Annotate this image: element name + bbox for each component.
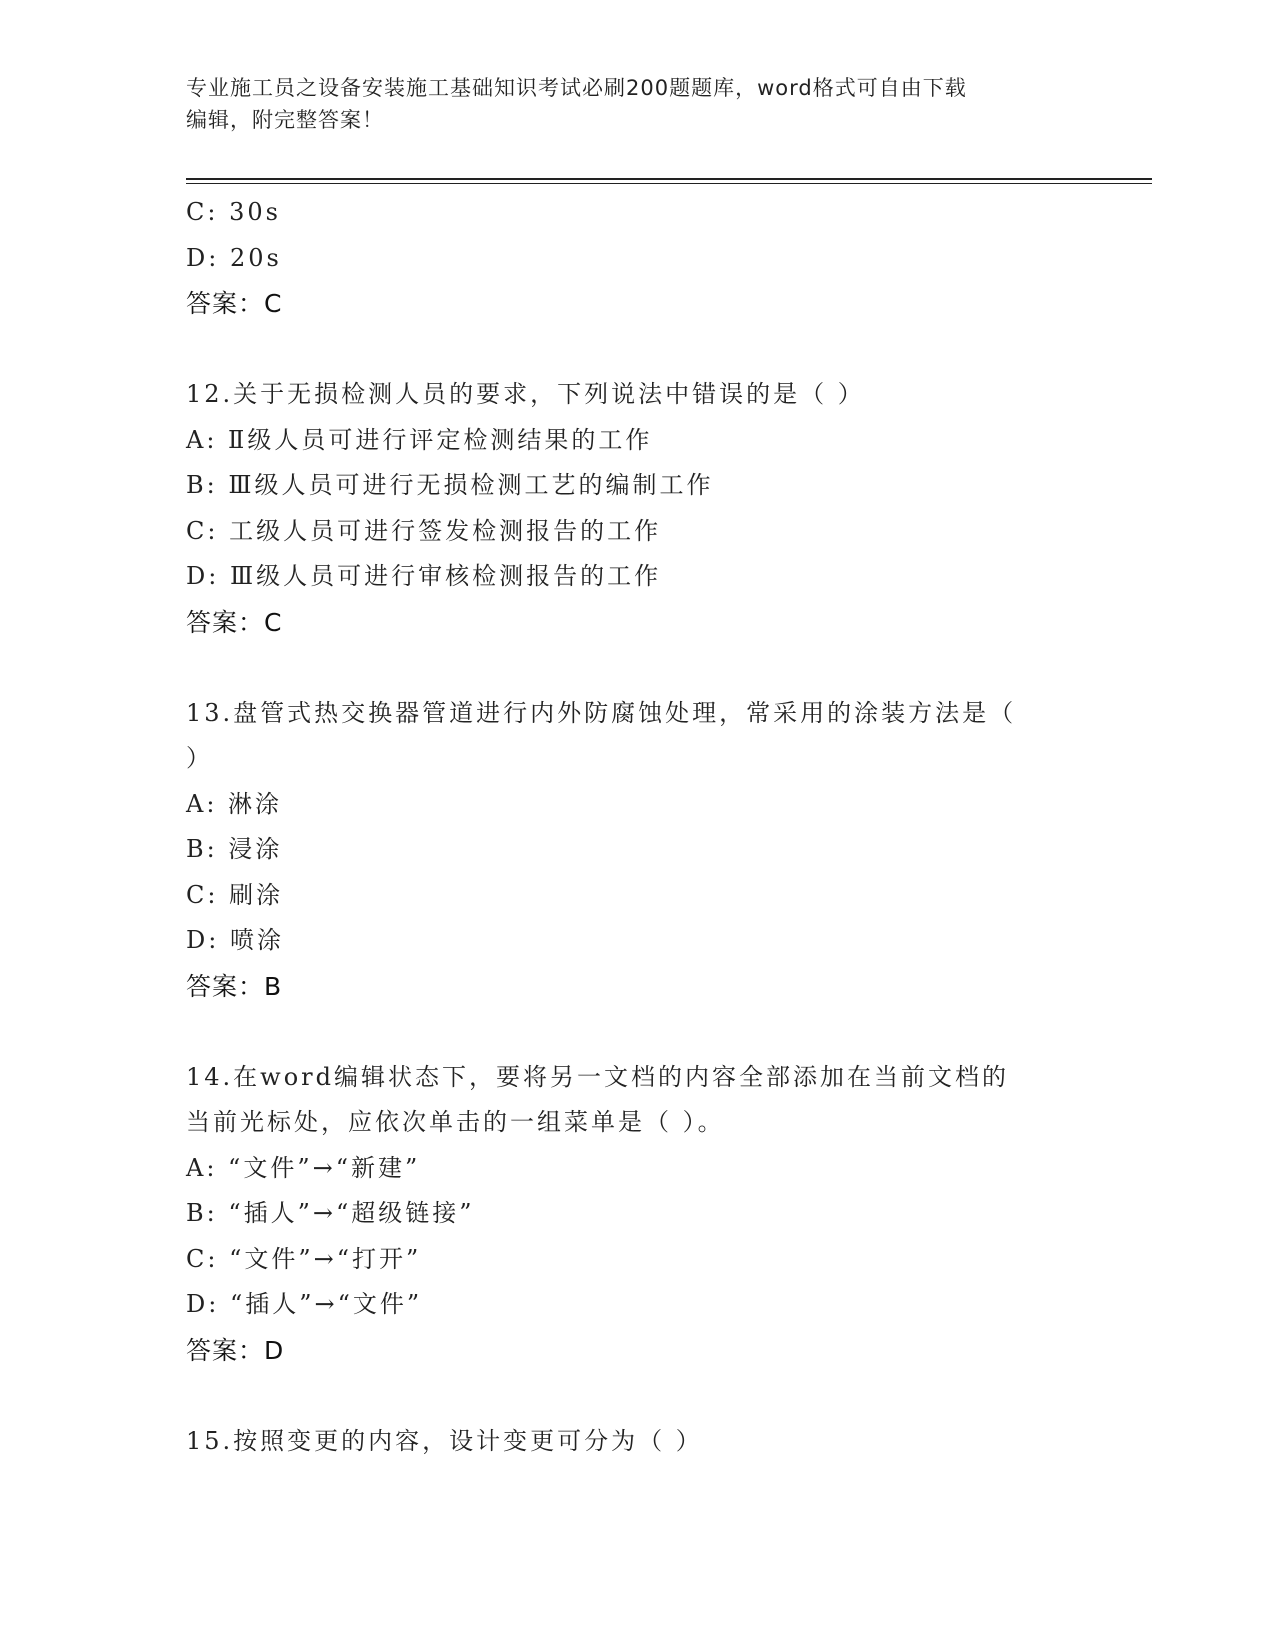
option-b: B: “插人”→“超级链接”	[186, 1199, 475, 1227]
question-title-line-1: 13.盘管式热交换器管道进行内外防腐蚀处理，常采用的涂装方法是（	[186, 698, 1017, 727]
answer-line: 答案：D	[186, 1335, 285, 1365]
question-title: 15.按照变更的内容，设计变更可分为（ ）	[186, 1426, 703, 1455]
document-header	[186, 72, 1066, 136]
header-divider-thin	[186, 183, 1152, 184]
option-c: C: “文件”→“打开”	[186, 1244, 422, 1273]
option-b: B: Ⅲ级人员可进行无损检测工艺的编制工作	[186, 471, 714, 499]
question-title-line-2: ）	[186, 744, 213, 772]
spacer	[186, 646, 1086, 691]
option-d: D: “插人”→“文件”	[186, 1290, 423, 1318]
question-title-line-1: 14.在word编辑状态下，要将另一文档的内容全部添加在当前文档的	[186, 1062, 1009, 1091]
option-d: D: Ⅲ级人员可进行审核检测报告的工作	[186, 562, 662, 590]
question-15	[186, 1419, 1086, 1465]
option-b: B: 浸涂	[186, 835, 283, 863]
option-a: A: Ⅱ级人员可进行评定检测结果的工作	[186, 425, 653, 454]
header-title-line-1: 专业施工员之设备安装施工基础知识考试必刷200题题库，word格式可自由下载	[186, 76, 967, 100]
answer-line: 答案：B	[186, 971, 283, 1001]
option-c: C: 工级人员可进行签发检测报告的工作	[186, 516, 662, 545]
question-list	[186, 190, 1086, 1464]
question-12	[186, 372, 1086, 646]
option-c: C: 30s	[186, 198, 281, 226]
question-title: 12.关于无损检测人员的要求，下列说法中错误的是（ ）	[186, 380, 865, 408]
option-a: A: “文件”→“新建”	[186, 1153, 421, 1182]
spacer	[186, 1374, 1086, 1419]
question-title-line-2: 当前光标处，应依次单击的一组菜单是（ ）。	[186, 1108, 725, 1136]
option-a: A: 淋涂	[186, 789, 283, 818]
header-title-line-2: 编辑，附完整答案！	[186, 108, 384, 132]
answer-line: 答案：C	[186, 289, 283, 318]
question-13	[186, 691, 1086, 1010]
spacer	[186, 327, 1086, 372]
header-divider-thick	[186, 178, 1152, 180]
question-11-tail	[186, 190, 1086, 327]
option-c: C: 刷涂	[186, 880, 284, 909]
question-14	[186, 1055, 1086, 1374]
spacer	[186, 1010, 1086, 1055]
option-d: D: 20s	[186, 243, 282, 272]
answer-line: 答案：C	[186, 607, 283, 637]
option-d: D: 喷涂	[186, 926, 284, 954]
